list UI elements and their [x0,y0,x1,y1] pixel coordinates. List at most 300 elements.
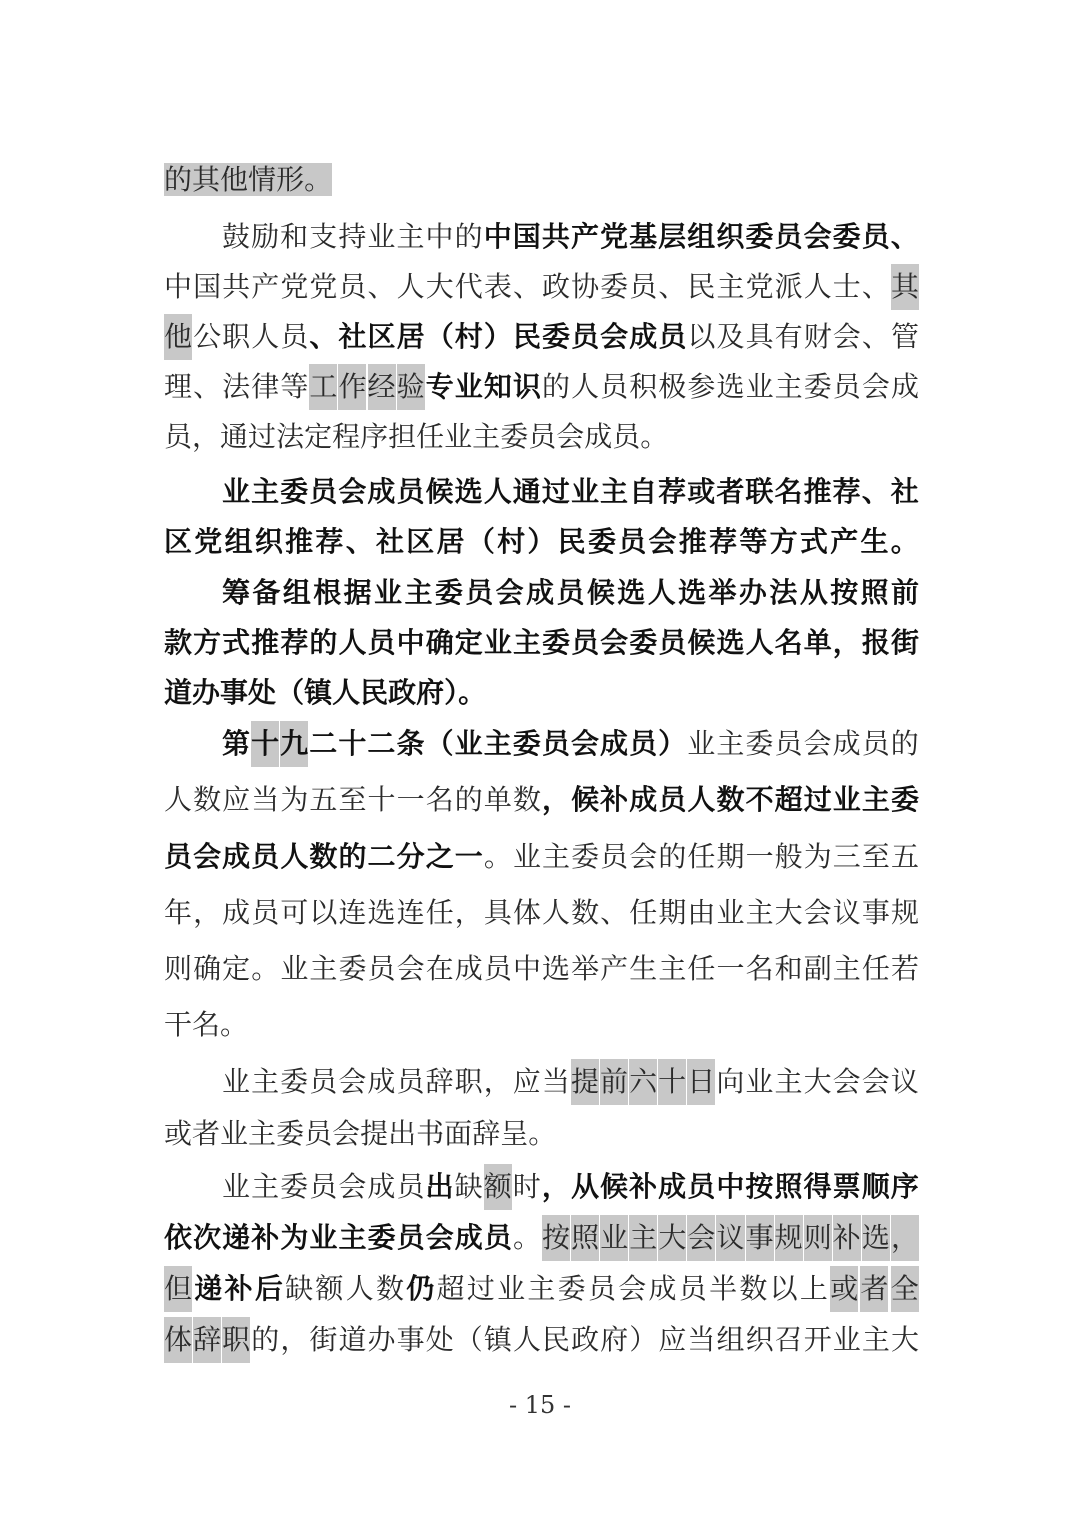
text-char: 员 [396,1221,425,1254]
text-char: 员 [338,270,367,303]
text-char: 、 [600,896,629,929]
text-char: 、 [658,270,687,303]
text-char: 主 [512,626,541,659]
text-char: 道 [338,1323,367,1356]
text-char: 的 [251,1323,280,1356]
text-char: 补 [224,1272,253,1305]
text-char: 以 [769,1272,798,1305]
text-char: 人 [512,1323,541,1356]
text-char: 事 [861,896,890,929]
text-char: 产 [251,270,280,303]
text-char: 业 [444,420,473,453]
text-char: 为 [280,783,309,816]
text-char: 连 [338,896,367,929]
text-char: 会 [338,1170,367,1203]
text-char: 中 [164,270,193,303]
text-char: 分 [396,840,425,873]
text-char: 的 [890,727,919,760]
text-char: 数 [716,783,745,816]
text-line [164,414,919,460]
text-char: 国 [193,270,222,303]
text-char: 人 [396,270,425,303]
text-char: 府 [416,676,445,709]
text-char: 人 [280,840,309,873]
text-char: 序 [360,420,389,453]
text-char: 人 [345,1272,374,1305]
text-char: 确 [425,626,454,659]
text-char: 过 [803,783,832,816]
text-char: 选 [716,370,745,403]
text-char: 二 [367,840,396,873]
text-char: 辞 [425,1065,454,1098]
text-char: 验 [397,364,425,410]
text-char: 鼓 [222,220,251,253]
text-char: ， [832,626,861,659]
text-char: 上 [799,1272,828,1305]
text-char: 荐 [280,626,309,659]
text-char: 九 [280,721,308,767]
text-char: 面 [444,1117,473,1150]
text-char: （ [454,1323,483,1356]
text-char: 委 [803,370,832,403]
text-char: 产 [830,525,859,558]
text-char: 补 [600,783,629,816]
text-char: 主 [251,475,280,508]
text-char: 主 [251,1065,280,1098]
text-char: 人 [803,270,832,303]
text-char: 在 [425,952,454,985]
text-char: 织 [745,1323,774,1356]
text-char: 经 [368,364,396,410]
text-char: 数 [309,840,338,873]
text-char: 员 [687,1170,716,1203]
text-char: （ [425,320,454,353]
text-char: 会 [338,475,367,508]
text-char: 成 [526,576,555,609]
text-char: 党 [745,270,774,303]
text-char: 方 [769,525,798,558]
text-line [222,1164,919,1210]
text-char: 业 [570,475,599,508]
text-char: 人 [745,626,774,659]
text-char: 区 [164,525,193,558]
text-char: 成 [454,1221,483,1254]
text-char: 大 [803,1065,832,1098]
text-line [164,834,919,880]
text-char: 员 [600,840,629,873]
text-char: 全 [891,1266,919,1312]
text-char: 时 [512,1170,541,1203]
text-char: 程 [332,420,361,453]
text-char: 备 [252,576,281,609]
text-char: 或 [830,1266,858,1312]
text-char: 员 [658,783,687,816]
text-char: 十 [658,1059,686,1105]
text-char: 式 [799,525,828,558]
text-char: 职 [222,1317,250,1363]
text-char: 政 [388,676,417,709]
text-char: 日 [687,1059,715,1105]
text-char: 可 [280,896,309,929]
text-char: 员 [600,370,629,403]
text-char: 开 [803,1323,832,1356]
text-char: 至 [338,783,367,816]
text-char: 额 [484,1164,512,1210]
text-char: 镇 [304,676,333,709]
text-char: 委 [745,727,774,760]
text-char: ， [193,896,222,929]
text-char: 的 [454,220,483,253]
text-char: 持 [338,220,367,253]
text-char: 会 [832,320,861,353]
text-char: 辞 [193,1317,221,1363]
text-char: 会 [832,1065,861,1098]
text-char: 业 [483,626,512,659]
text-char: 主 [542,840,571,873]
text-char: 应 [658,1323,687,1356]
text-char: ， [483,1065,512,1098]
text-char: 街 [309,1323,338,1356]
text-char: 主 [248,1117,277,1150]
text-char: 主 [396,220,425,253]
text-char: 、 [309,320,338,353]
text-char: 选 [678,576,707,609]
text-char: 情 [248,163,277,196]
text-char: 会 [556,420,585,453]
text-char: 者 [192,1117,221,1150]
text-char: 额 [315,1272,344,1305]
text-char: 为 [803,840,832,873]
text-char: 确 [193,952,222,985]
text-char: 应 [222,783,251,816]
text-char: 出 [425,1170,454,1203]
text-char: 议 [832,896,861,929]
text-char: 会 [193,840,222,873]
text-char: 过 [541,475,570,508]
text-char: 人 [332,676,361,709]
text-char: 。 [304,163,333,196]
text-char: 会 [803,727,832,760]
text-char: 过 [466,1272,495,1305]
text-char: 参 [687,370,716,403]
text-char: 会 [803,896,832,929]
text-char: 次 [193,1221,222,1254]
text-char: 业 [374,576,403,609]
text-char: 府 [600,1323,629,1356]
text-char: 中 [483,220,512,253]
text-char: 的 [338,840,367,873]
text-char: 委 [890,783,919,816]
text-char: 委 [280,475,309,508]
text-line [164,264,919,310]
text-char: （ [425,727,454,760]
text-char: 业 [222,475,251,508]
text-char: 办 [192,676,221,709]
text-char: 主 [774,1065,803,1098]
text-char: 员 [774,220,803,253]
text-char: 。 [640,420,669,453]
text-char: 十 [251,721,279,767]
text-char: 若 [890,952,919,985]
text-char: 产 [600,952,629,985]
text-char: 代 [454,270,483,303]
text-char: 第 [222,727,251,760]
text-char: 员 [541,727,570,760]
text-char: 成 [832,727,861,760]
text-char: 员 [483,1221,512,1254]
text-char: 员 [309,1170,338,1203]
text-char: 票 [832,1170,861,1203]
text-char: 议 [890,1065,919,1098]
text-char: 业 [222,1170,251,1203]
text-char: 区 [406,525,435,558]
text-char: 中 [396,626,425,659]
text-char: 推 [803,475,832,508]
text-char: 缺 [285,1272,314,1305]
text-char: 当 [251,783,280,816]
text-char: 从 [570,1170,599,1203]
text-char: 专 [425,370,454,403]
text-char: 数 [375,1272,404,1305]
text-char: 员 [465,576,494,609]
text-char: 会 [803,220,832,253]
text-char: 员 [483,952,512,985]
text-char: 者 [860,1266,888,1312]
text-char: 数 [193,783,222,816]
text-char: 则 [164,952,193,985]
text-char: 镇 [483,1323,512,1356]
text-char: 会 [861,370,890,403]
text-char: 主 [404,576,433,609]
text-char: 之 [425,840,454,873]
text-char: 识 [512,370,541,403]
text-char: 序 [890,1170,919,1203]
text-char: 按 [830,576,859,609]
text-char: 业 [454,370,483,403]
text-char: 业 [512,840,541,873]
text-line [164,364,919,410]
text-line [222,721,919,767]
text-char: 方 [193,626,222,659]
text-char: 提 [360,1117,389,1150]
text-char: 数 [512,783,541,816]
text-char: 委 [600,270,629,303]
text-char: 议 [716,1215,744,1261]
text-char: 者 [716,475,745,508]
text-char: ） [658,727,687,760]
text-char: 荐 [315,525,344,558]
text-char: 、 [367,270,396,303]
text-char: 组 [716,1323,745,1356]
text-char: 委 [512,727,541,760]
text-char: 员 [612,420,641,453]
text-char: 大 [658,1215,686,1261]
text-char: 员 [571,320,600,353]
text-char: （ [466,525,495,558]
text-char: 事 [396,1323,425,1356]
text-char: 层 [658,220,687,253]
text-char: 单 [483,783,512,816]
text-char: 仍 [406,1272,435,1305]
text-char: 会 [618,1272,647,1305]
text-char: 的 [309,626,338,659]
text-char: 公 [193,320,222,353]
text-char: 。 [483,840,512,873]
text-char: 共 [541,220,570,253]
text-char: 人 [483,475,512,508]
text-char: 名 [192,1008,221,1041]
text-char: 民 [557,525,586,558]
text-char: 则 [804,1215,832,1261]
text-char: 递 [222,1221,251,1254]
text-char: 委 [557,1272,586,1305]
text-char: 任 [687,840,716,873]
text-char: 极 [658,370,687,403]
text-char: 规 [775,1215,803,1261]
text-char: 社 [375,525,404,558]
text-char: 、 [861,475,890,508]
text-char: 业 [367,220,396,253]
text-char: 一 [454,840,483,873]
text-char: 会 [332,1117,361,1150]
text-char: 士 [832,270,861,303]
text-char: 通 [220,420,249,453]
text-char: 等 [280,370,309,403]
text-char: 人 [542,896,571,929]
text-char: 款 [164,626,193,659]
text-char: 补 [629,1170,658,1203]
text-char: 提 [571,1059,599,1105]
text-char: 定 [222,952,251,985]
text-char: 一 [716,952,745,985]
text-char: 书 [416,1117,445,1150]
text-char: 委 [587,525,616,558]
text-char: 员 [528,420,557,453]
text-char: 候 [425,475,454,508]
text-char: 主 [745,896,774,929]
text-char: 村 [497,525,526,558]
text-char: 条 [396,727,425,760]
text-char: 过 [248,420,277,453]
text-line [164,890,919,936]
text-char: 补 [833,1215,861,1261]
text-char: 数 [571,896,600,929]
text-char: 依 [164,1221,193,1254]
text-char: 二 [367,727,396,760]
text-char: 候 [586,576,615,609]
text-char: 按 [542,1215,570,1261]
text-char: 体 [164,1317,192,1363]
text-line [164,314,919,360]
text-char: 十 [338,727,367,760]
text-char: 当 [687,1323,716,1356]
text-char: 按 [745,1170,774,1203]
text-char: 或 [687,475,716,508]
text-char: 员 [367,952,396,985]
text-char: 。 [220,1008,249,1041]
text-char: 知 [483,370,512,403]
text-char: 照 [774,1170,803,1203]
text-char: 举 [708,576,737,609]
text-char: 、 [890,220,919,253]
text-char: 业 [745,370,774,403]
text-char: 表 [483,270,512,303]
text-char: 业 [309,1221,338,1254]
text-char: 候 [600,1170,629,1203]
text-char: 大 [774,896,803,929]
text-char: 职 [454,1065,483,1098]
text-char: 党 [309,270,338,303]
text-char: 理 [164,370,193,403]
text-char: 支 [309,220,338,253]
text-char: 委 [629,626,658,659]
text-char: 协 [571,270,600,303]
text-line [222,570,919,616]
text-char: 会 [648,525,677,558]
text-char: 定 [454,626,483,659]
text-char: 业 [222,1065,251,1098]
text-char: 缺 [454,1170,483,1203]
text-char: 委 [745,220,774,253]
text-line [164,1266,919,1312]
text-line [222,1059,919,1105]
text-char: 会 [338,1065,367,1098]
text-char: 有 [774,320,803,353]
text-char: 民 [687,270,716,303]
text-char: 以 [687,320,716,353]
text-char: 业 [497,1272,526,1305]
text-line [164,1317,919,1363]
text-char: 举 [571,952,600,985]
text-char: 。 [512,1221,541,1254]
text-char: 委 [280,1065,309,1098]
text-char: 但 [164,1266,192,1312]
text-char: 及 [716,320,745,353]
text-char: 事 [220,676,249,709]
text-char: 任 [416,420,445,453]
text-char: ） [444,676,459,709]
text-char: 政 [542,270,571,303]
text-char: 。 [528,1117,557,1150]
text-char: 律 [251,370,280,403]
text-char: 选 [716,626,745,659]
text-char: 委 [280,1170,309,1203]
text-char: 或 [164,1117,193,1150]
text-char: 主 [861,1323,890,1356]
text-char: 业 [832,783,861,816]
text-char: 组 [282,576,311,609]
text-char: 委 [276,1117,305,1150]
text-char: 、 [345,525,374,558]
text-char: 候 [571,783,600,816]
text-char: 筹 [222,576,251,609]
text-char: 成 [658,1170,687,1203]
text-char: 成 [222,896,251,929]
text-char: 干 [164,1008,193,1041]
text-char: 主 [716,727,745,760]
text-char: 业 [280,952,309,985]
text-line [164,670,919,716]
text-char: 六 [629,1059,657,1105]
text-char: 员 [678,1272,707,1305]
text-char: 员 [164,420,193,453]
text-char: 期 [658,896,687,929]
text-char: 补 [251,1221,280,1254]
text-char: 主 [527,1272,556,1305]
text-char: 员 [164,840,193,873]
text-char: 、 [861,270,890,303]
text-char: ， [280,1323,309,1356]
